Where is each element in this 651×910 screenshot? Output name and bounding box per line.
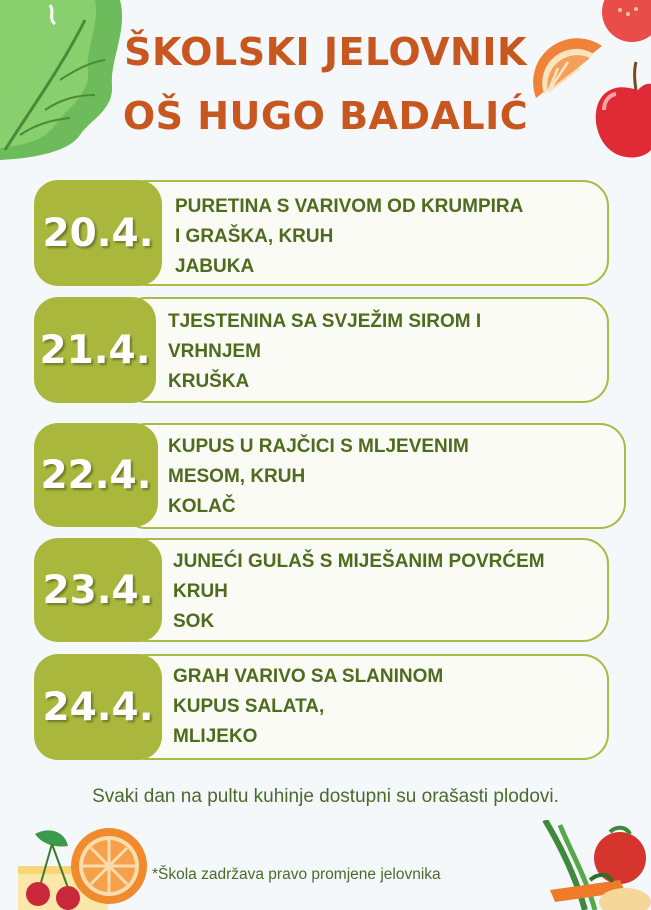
meal-line: JABUKA [175, 256, 255, 277]
nuts-availability-note: Svaki dan na pultu kuhinje dostupni su orašasti plodovi. [92, 786, 559, 807]
meal-line: SOK [173, 611, 215, 632]
lettuce-icon [0, 0, 130, 165]
day-date: 21.4. [34, 297, 156, 403]
meal-description [173, 547, 545, 637]
day-date: 20.4. [34, 180, 162, 286]
meal-line: VRHNJEM [168, 341, 261, 362]
meal-line: JUNEĆI GULAŠ S MIJEŠANIM POVRĆEM [173, 551, 545, 572]
meal-line: PURETINA S VARIVOM OD KRUMPIRA [175, 196, 524, 217]
meal-line: KUPUS U RAJČICI S MLJEVENIM [168, 436, 469, 457]
meal-description [168, 307, 481, 397]
meal-line: TJESTENINA SA SVJEŽIM SIROM I [168, 311, 482, 332]
menu-change-disclaimer: *Škola zadržava pravo promjene jelovnika [152, 866, 441, 883]
day-date: 23.4. [34, 538, 162, 642]
meal-description [173, 662, 443, 752]
meal-line: KRUŠKA [168, 371, 250, 392]
meal-description [168, 432, 469, 522]
meal-line: GRAH VARIVO SA SLANINOM [173, 666, 444, 687]
meal-line: MLIJEKO [173, 726, 258, 747]
meal-line: KRUH [173, 581, 228, 602]
school-name: OŠ HUGO BADALIĆ [122, 94, 529, 138]
meal-line: KUPUS SALATA, [173, 696, 325, 717]
meal-line: MESOM, KRUH [168, 466, 306, 487]
page-title: ŠKOLSKI JELOVNIK [124, 30, 527, 74]
day-date: 22.4. [34, 423, 158, 527]
apple-icon [590, 0, 651, 165]
meal-description [175, 192, 523, 282]
meal-line: KOLAČ [168, 496, 236, 517]
orange-icon [66, 822, 152, 910]
meal-line: I GRAŠKA, KRUH [175, 226, 334, 247]
vegetables-icon [530, 820, 651, 910]
day-date: 24.4. [34, 654, 162, 760]
